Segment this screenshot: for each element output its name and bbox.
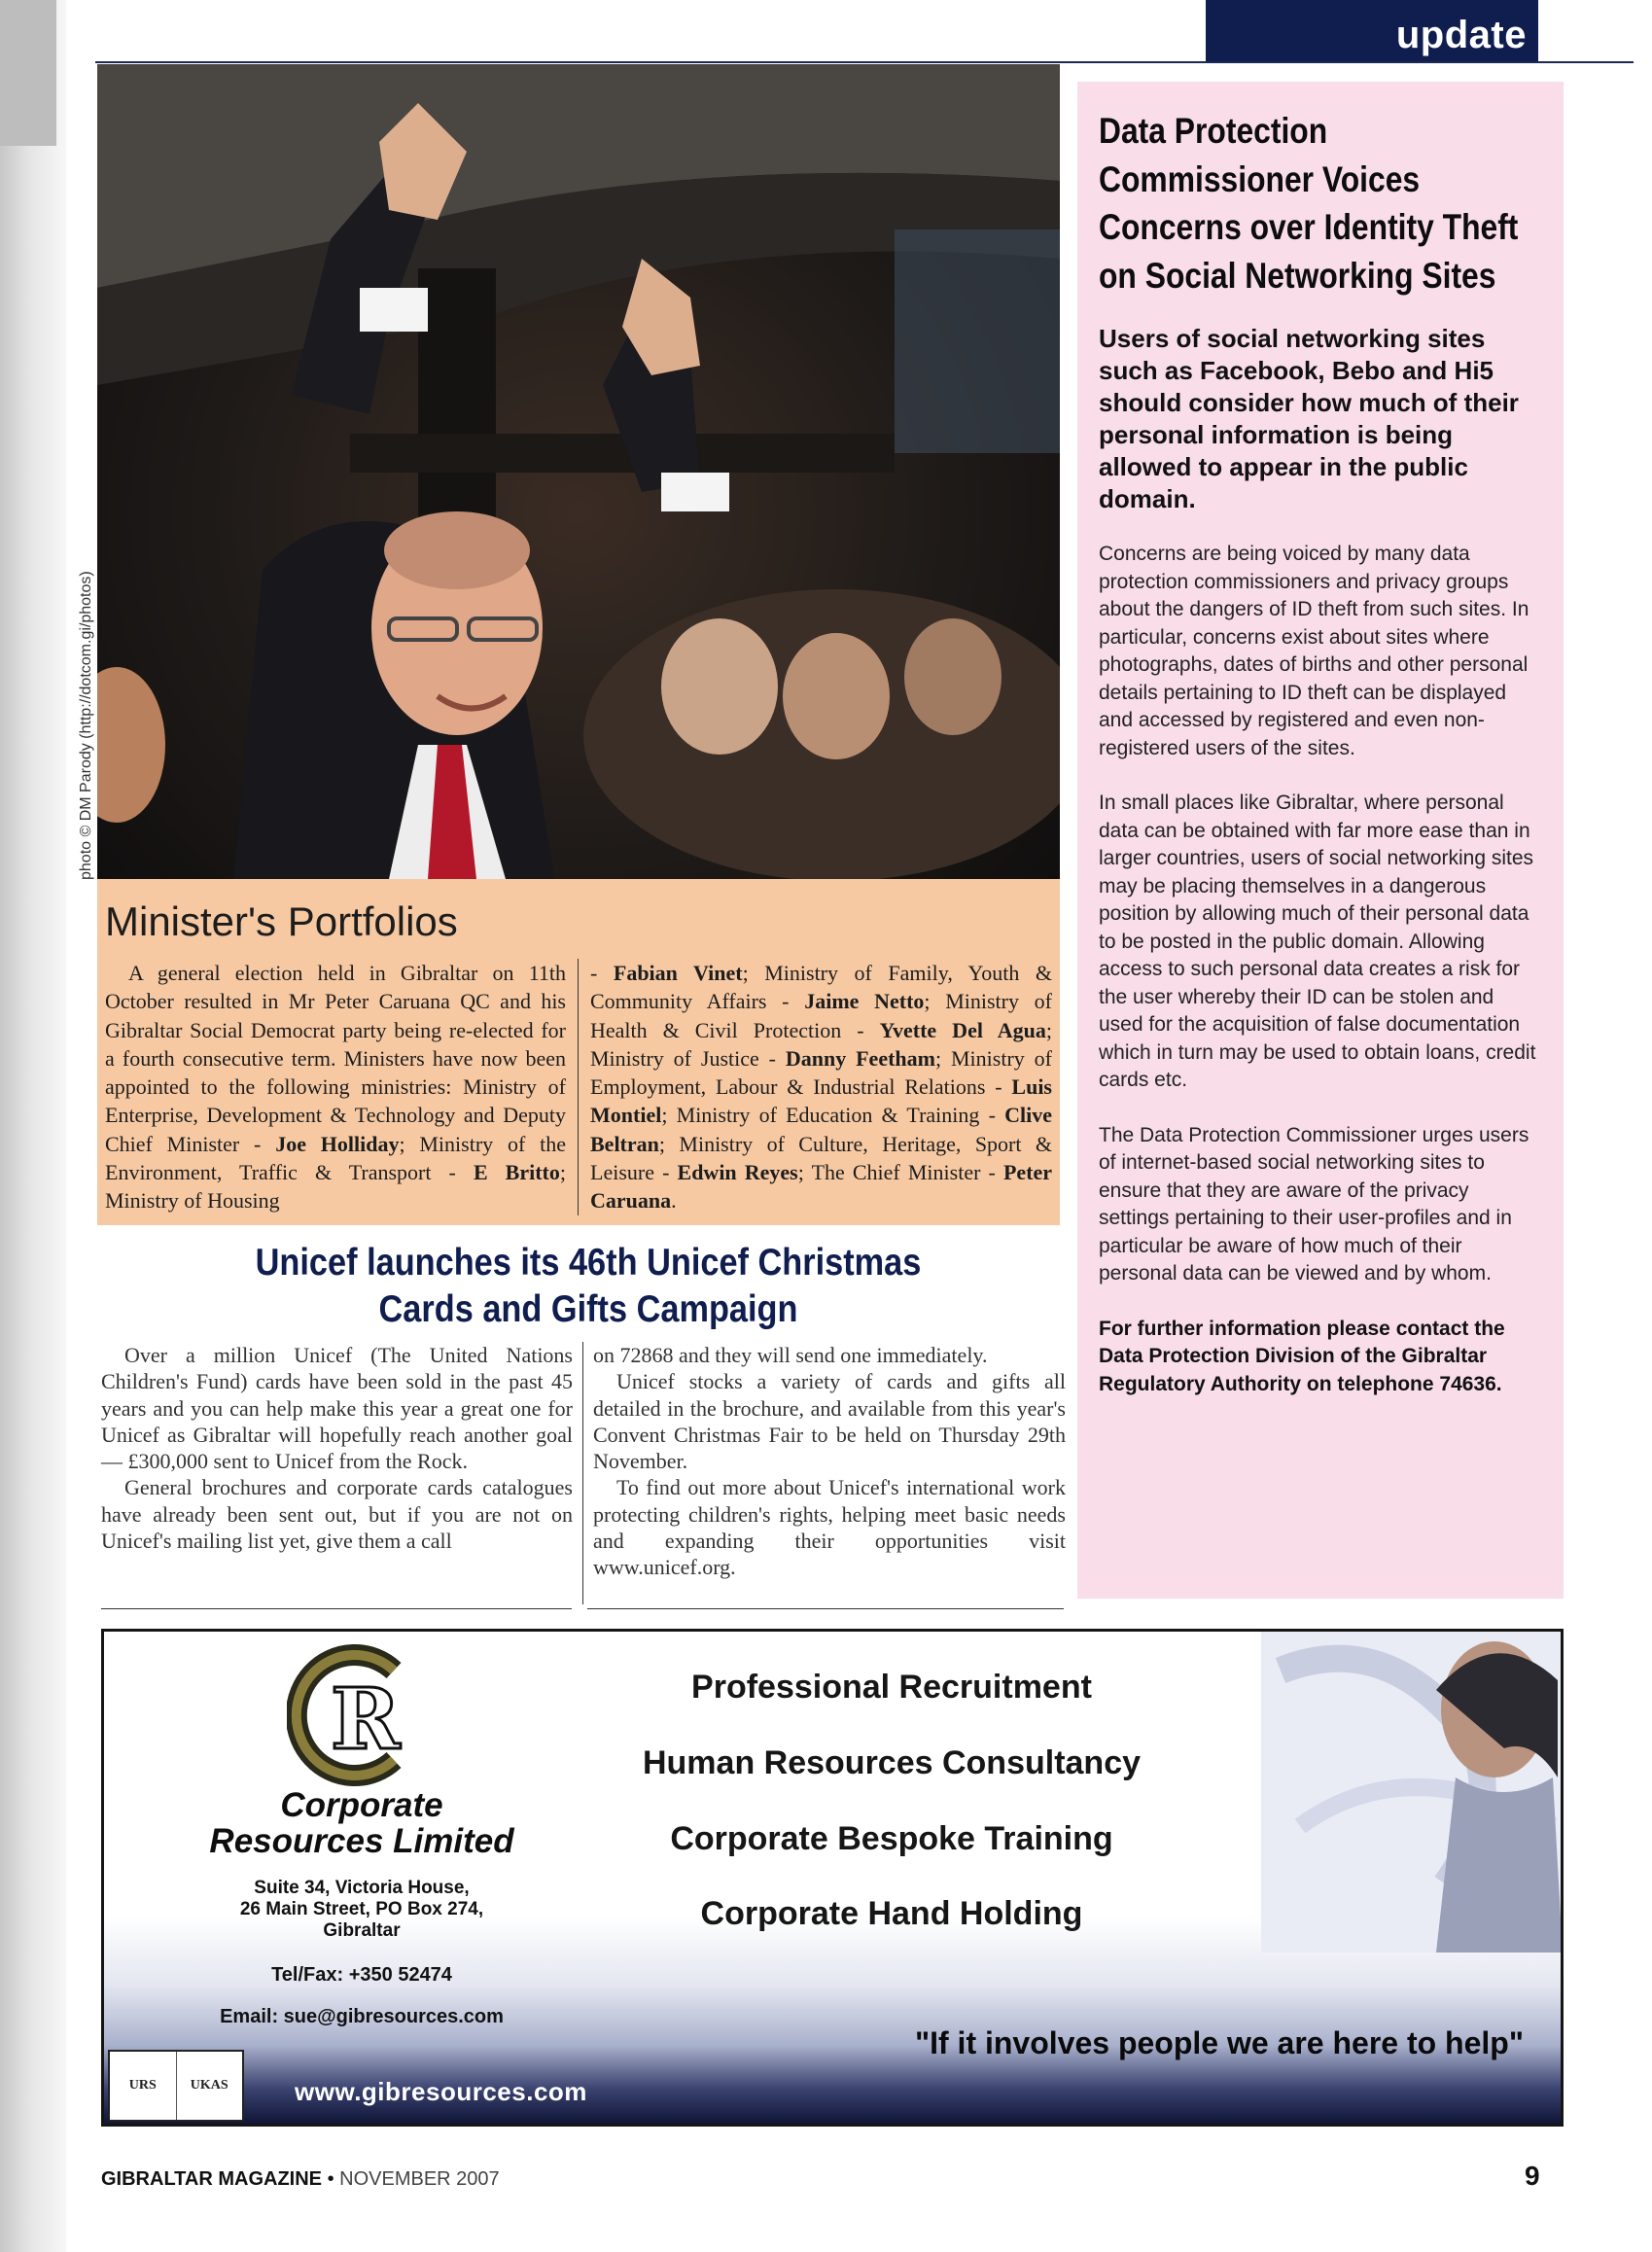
ministry-text: - (590, 961, 614, 985)
minister-article-title: Minister's Portfolios (105, 898, 458, 944)
ministry-text: ; Ministry of Housing (105, 1160, 566, 1214)
sidebar-headline: Data Protection Commissioner Voices Concerns over Identity Theft on Social Networking Sites (1099, 111, 1519, 296)
issue-date: NOVEMBER 2007 (339, 2168, 500, 2190)
company-name-line2: Resources Limited (209, 1822, 514, 1860)
minister-article-left-column (105, 959, 579, 1215)
company-name (133, 1787, 590, 1859)
paragraph: To find out more about Unicef's international work protecting children's rights, helping meet basic needs and expanding their opportunities visit www.unicef.org. (593, 1475, 1066, 1580)
page-binding-edge (0, 0, 56, 146)
page-binding-shadow (0, 0, 66, 2252)
ministry-text: . (671, 1188, 677, 1214)
minister-name: Joe Holliday (275, 1131, 400, 1156)
election-photo (97, 64, 1060, 879)
company-logo-icon (287, 1641, 413, 1787)
address-line: Gibraltar (323, 1920, 401, 1941)
ministry-text: ; Ministry of Education & Training - (661, 1103, 1005, 1128)
sidebar-paragraph: Concerns are being voiced by many data protection commissioners and privacy groups about the dangers of ID theft from such sites. In particular, concerns exist about sites where photographs, dates of births and other personal details pertaining to ID theft can be displayed and accessed by registered and even non-registered users of the sites. (1099, 543, 1529, 759)
minister-name: Peter Caruana (590, 1160, 1053, 1214)
service-item: Human Resources Consultancy (642, 1744, 1142, 1781)
ministry-text: ; Ministry of Employment, Labour & Industrial Relations - (590, 1045, 1052, 1100)
address-line: Suite 34, Victoria House, (254, 1878, 470, 1898)
company-telephone: Tel/Fax: +350 52474 (271, 1964, 452, 1986)
ministry-text: ; Ministry of Family, Youth & Community Affairs - (590, 961, 1053, 1014)
certification-badges (108, 2050, 244, 2122)
page-number: 9 (1525, 2161, 1540, 2191)
ministry-text: ; Ministry of Culture, Heritage, Sport & Leisure - (590, 1131, 1052, 1185)
minister-name: Jaime Netto (804, 989, 925, 1014)
unicef-headline-line1: Unicef launches its 46th Unicef Christmas (255, 1242, 922, 1284)
urs-badge-icon: URS (110, 2052, 177, 2120)
paragraph: on 72868 and they will send one immediately. (593, 1343, 988, 1367)
paragraph: Unicef stocks a variety of cards and gifts all detailed in the brochure, and available from this year's Convent Christmas Fair to be held on Thursday 29th November. (593, 1369, 1066, 1474)
footer-separator: • (327, 2168, 334, 2190)
unicef-headline (199, 1240, 978, 1333)
paragraph: Over a million Unicef (The United Nations Children's Fund) cards have been sold in the past 45 years and you can help make this year a great one for Unicef as Gibraltar will hopefully reach another goal — £300,000 sent to Unicef from the Rock. (101, 1343, 573, 1474)
advert-photo (1261, 1632, 1563, 1953)
sidebar-intro: Users of social networking sites such as Facebook, Bebo and Hi5 should consider how much of their personal information is being allowed to appear in the public domain. (1099, 324, 1519, 513)
article-end-rule (101, 1608, 572, 1609)
unicef-left-column (101, 1342, 583, 1604)
unicef-article-body (101, 1342, 1066, 1604)
advert-tagline: "If it involves people we are here to help" (914, 2025, 1524, 2060)
advert-website-link[interactable]: www.gibresources.com (295, 2077, 587, 2106)
minister-name: Yvette Del Agua (879, 1017, 1046, 1042)
minister-name: Fabian Vinet (613, 961, 743, 985)
ukas-badge-icon: UKAS (190, 2078, 228, 2093)
header-rule (95, 61, 1634, 63)
minister-name: Luis Montiel (590, 1074, 1052, 1128)
ministry-text: ; Ministry of the Environment, Traffic & Transport - (105, 1131, 566, 1185)
sidebar-paragraph: The Data Protection Commissioner urges users of internet-based social networking sites to ensure that they are aware of the privacy settings pertaining to their user-profiles and in particular be aware of how much of their personal data can be viewed and by whom. (1099, 1123, 1529, 1284)
minister-article-right-column (579, 959, 1052, 1215)
address-line: 26 Main Street, PO Box 274, (239, 1899, 484, 1919)
paragraph: General brochures and corporate cards catalogues have already been sent out, but if you are not on Unicef's mailing list yet, give them a call (101, 1475, 573, 1554)
svg-text:R: R (331, 1671, 401, 1769)
service-item: Corporate Hand Holding (700, 1895, 1083, 1932)
minister-name: Danny Feetham (785, 1045, 935, 1071)
page-footer (101, 2168, 500, 2191)
ministry-text: ; The Chief Minister - (797, 1160, 1003, 1185)
service-item: Professional Recruitment (691, 1669, 1092, 1706)
ministry-text: ; Ministry of Health & Civil Protection - (590, 989, 1052, 1042)
minister-name: E Britto (473, 1160, 560, 1185)
unicef-right-column (583, 1342, 1066, 1604)
company-address (162, 1878, 561, 1942)
article-end-rule (587, 1608, 1064, 1609)
magazine-name: GIBRALTAR MAGAZINE (101, 2168, 323, 2190)
ministry-text: A general election held in Gibraltar on 11th October resulted in Mr Peter Caruana QC and his Gibraltar Social Democrat party being re-elected for a fourth consecutive term. Ministers have now been appointed to the following ministries: Ministry of Enterprise, Development & Technology and Deputy Chief Minister - (105, 961, 566, 1156)
section-tab: update (1206, 0, 1538, 62)
corporate-resources-advert (101, 1629, 1564, 2127)
minister-name: Edwin Reyes (677, 1160, 798, 1185)
company-name-line1: Corporate (280, 1786, 443, 1824)
data-protection-sidebar (1077, 82, 1564, 1599)
minister-portfolios-box (97, 879, 1060, 1225)
ministry-text: ; Ministry of Justice - (590, 1017, 1052, 1071)
unicef-headline-line2: Cards and Gifts Campaign (378, 1288, 798, 1330)
service-item: Corporate Bespoke Training (670, 1820, 1113, 1857)
sidebar-contact: For further information please contact the Data Protection Division of the Gibraltar Regulatory Authority on telephone 74636. (1099, 1317, 1505, 1395)
sidebar-paragraph: In small places like Gibraltar, where personal data can be obtained with far more ease than in larger countries, users of social networking sites may be placing themselves in a dangerous position by allowing much of their personal data to be posted in the public domain. Allowing access to such personal data creates a risk for the user whereby their ID can be stolen and used for the acquisition of false documentation which in turn may be used to obtain loans, credit cards etc. (1099, 792, 1536, 1091)
photo-credit: photo © DM Parody (http://dotcom.gi/photos) (78, 571, 94, 880)
minister-name: Clive Beltran (590, 1103, 1052, 1156)
company-email: Email: sue@gibresources.com (220, 2006, 504, 2027)
